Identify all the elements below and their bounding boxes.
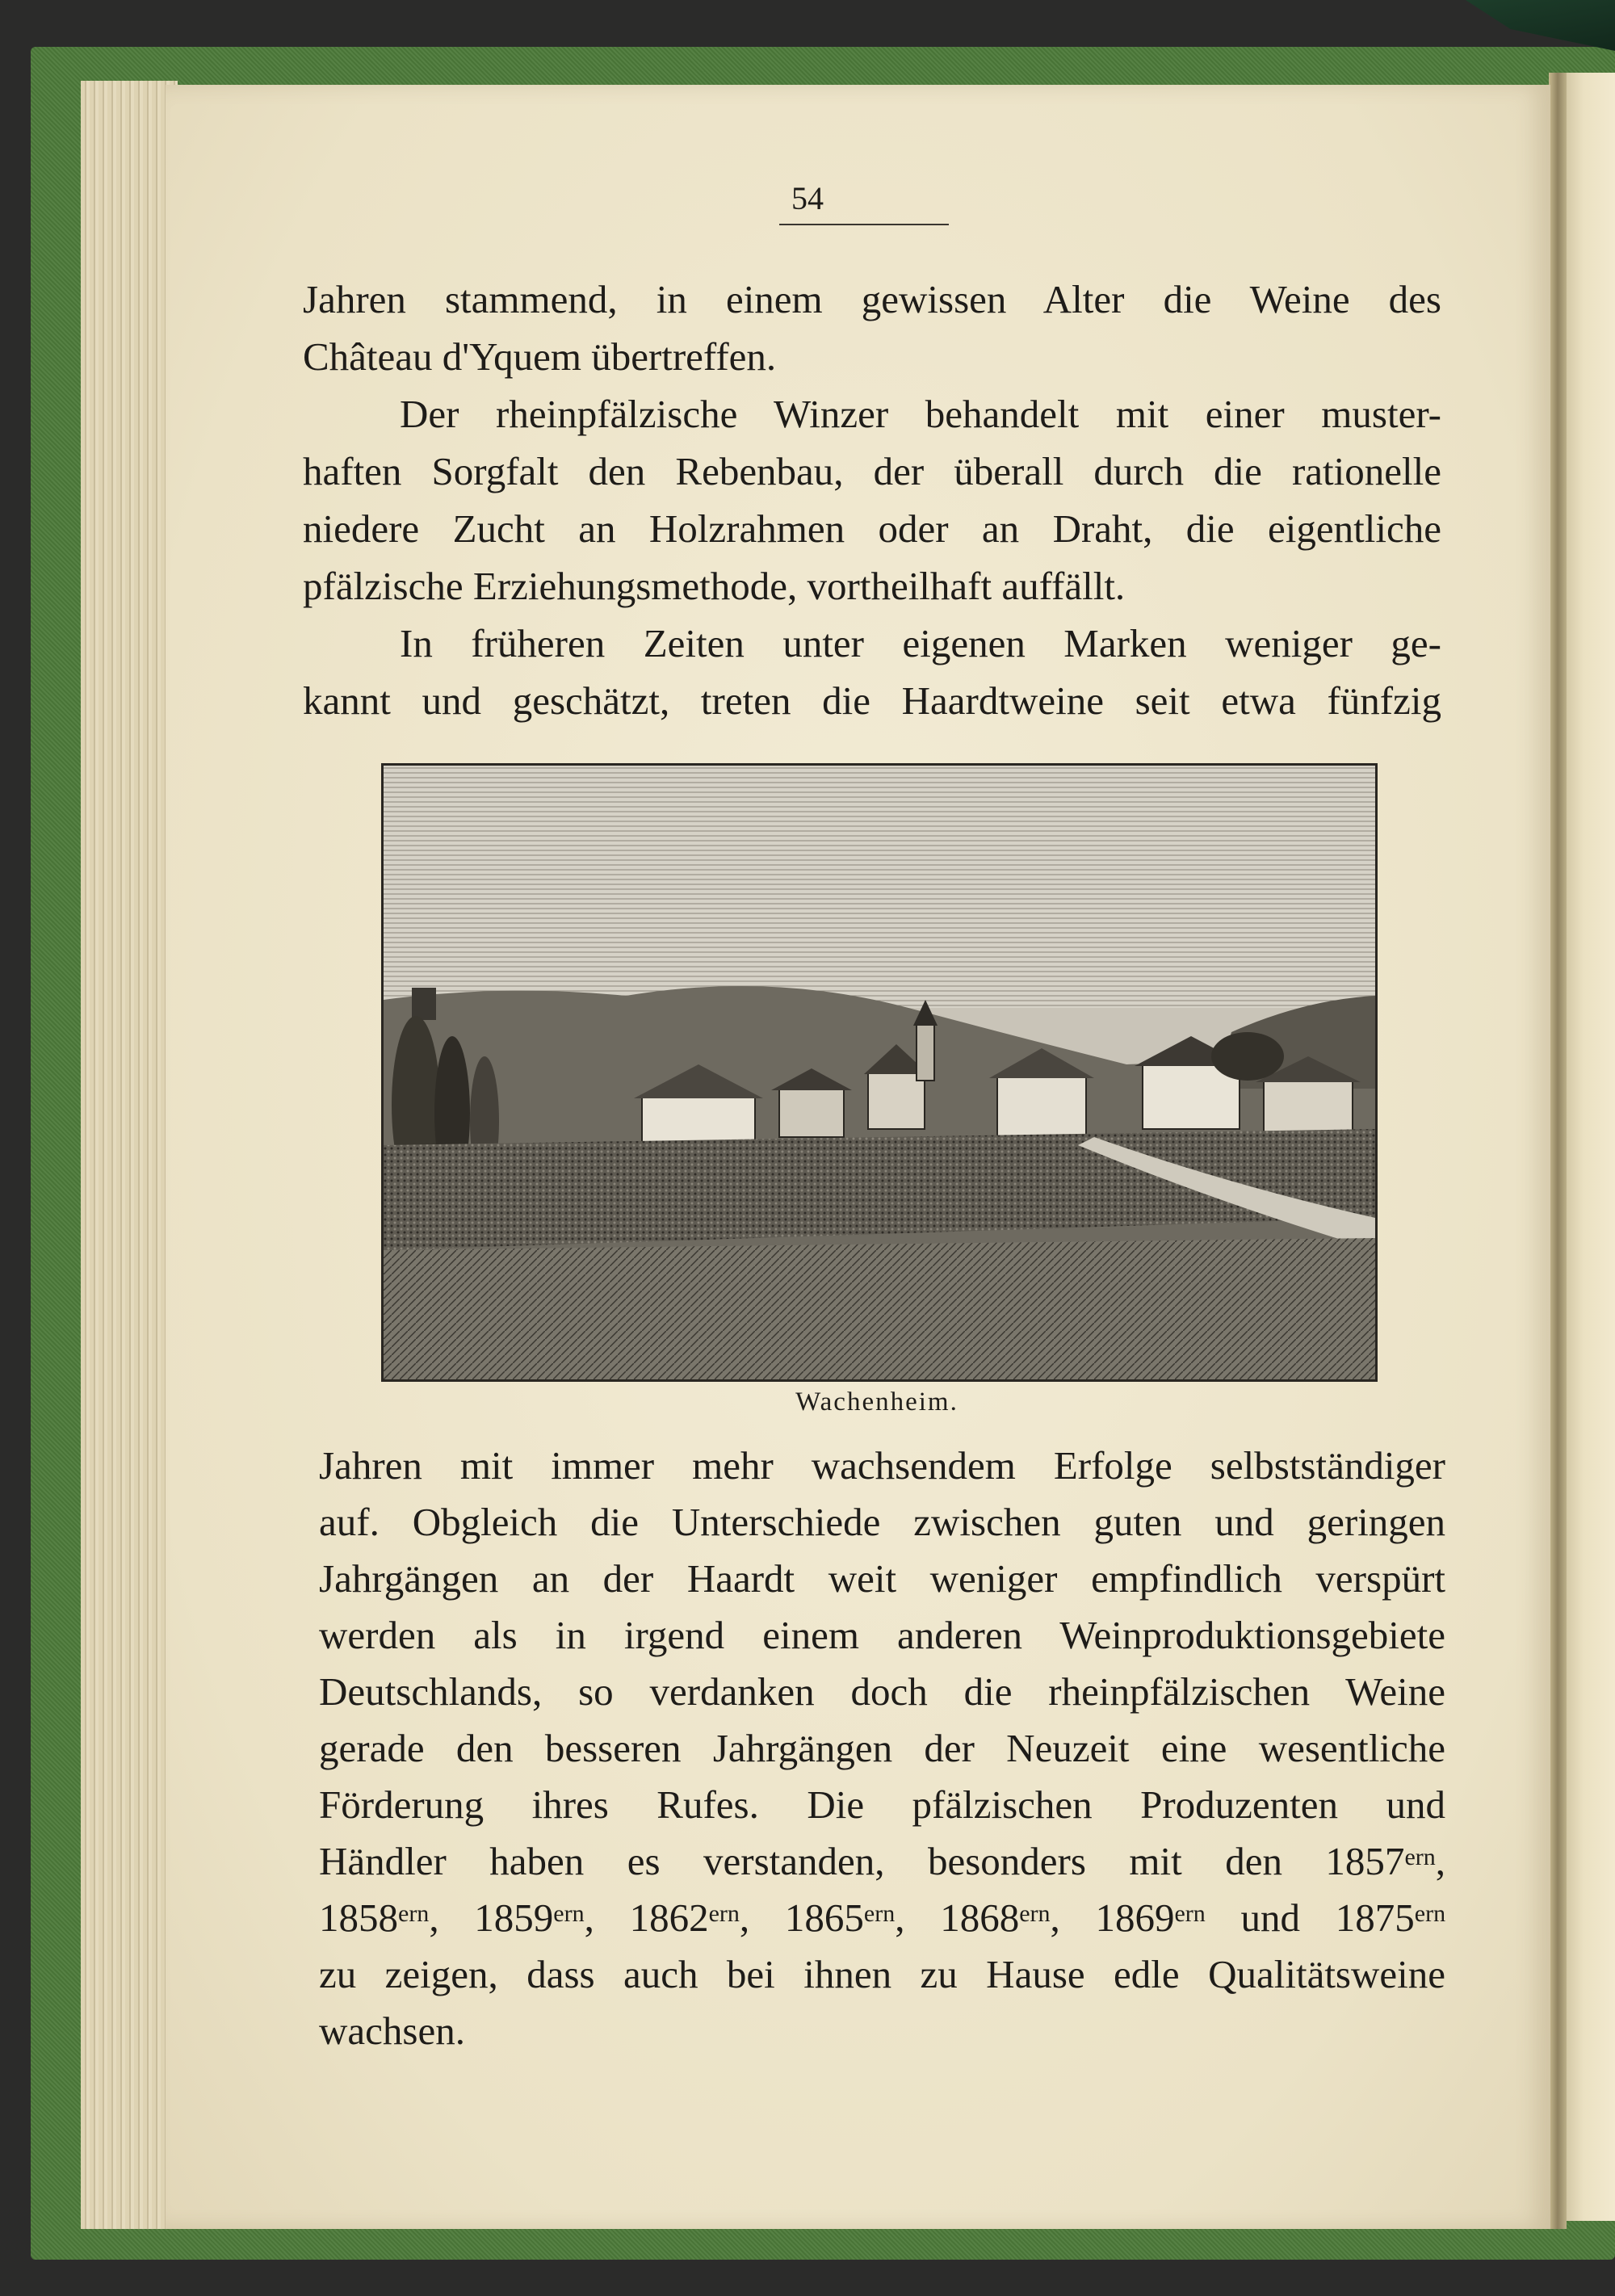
text-line-start: Händler haben es verstanden, besonders mit den 1857: [319, 1839, 1405, 1883]
text-line: Deutschlands, so verdanken doch die rheinpfälzischen Weine: [319, 1669, 1445, 1714]
vintage-year: 1858: [319, 1895, 398, 1940]
page-number: 54: [791, 180, 824, 216]
page-number-rule: [779, 224, 949, 225]
text-line: wachsen.: [319, 2008, 465, 2053]
text-line: Förderung ihres Rufes. Die pfälzischen Produzenten und: [319, 1782, 1445, 1827]
foreground-field: [384, 1238, 1375, 1379]
vintage-suffix: ern: [398, 1900, 430, 1927]
text-line: kannt und geschätzt, treten die Haardtweine seit etwa fünfzig: [303, 678, 1441, 723]
text-line: Der rheinpfälzische Winzer behandelt mit einer muster-: [400, 392, 1441, 436]
conjunction: und: [1240, 1895, 1301, 1940]
text-line: haften Sorgfalt den Rebenbau, der überall durch die rationelle: [303, 449, 1441, 493]
text-line: Château d'Yquem übertreffen.: [303, 334, 777, 379]
text-line: Jahren stammend, in einem gewissen Alter die Weine des: [303, 277, 1441, 321]
vintage-year: 1865: [784, 1895, 864, 1940]
text-line: pfälzische Erziehungsmethode, vortheilhaft auffällt.: [303, 564, 1126, 608]
vintage-year: 1868: [940, 1895, 1020, 1940]
vintage-year: 1869: [1095, 1895, 1175, 1940]
comma: ,: [1435, 1839, 1445, 1883]
text-line: niedere Zucht an Holzrahmen oder an Draht, die eigentliche: [303, 506, 1441, 551]
vintage-suffix: ern: [553, 1900, 585, 1927]
text-line: zu zeigen, dass auch bei ihnen zu Hause edle Qualitätsweine: [319, 1952, 1445, 1996]
vintage-year: 1859: [474, 1895, 554, 1940]
vintage-suffix: ern: [863, 1900, 896, 1927]
upper-paragraphs: [303, 271, 1441, 729]
text-line: Jahrgängen an der Haardt weit weniger empfindlich verspürt: [319, 1556, 1445, 1601]
text-line: auf. Obgleich die Unterschiede zwischen guten und geringen: [319, 1500, 1445, 1544]
text-line: gerade den besseren Jahrgängen der Neuzeit eine wesentliche: [319, 1726, 1445, 1770]
vintage-year: 1875: [1335, 1895, 1415, 1940]
text-line-vintages: [319, 1833, 1445, 1890]
book-gutter: [1549, 73, 1567, 2229]
vintage-suffix: ern: [1404, 1844, 1436, 1870]
vintage-suffix: ern: [1019, 1900, 1051, 1927]
vintage-year: 1862: [629, 1895, 709, 1940]
vintage-suffix: ern: [1174, 1900, 1206, 1927]
lower-paragraphs: [319, 1438, 1445, 2059]
page-stack-edges: [81, 81, 178, 2229]
engraving-wachenheim: [381, 763, 1378, 1382]
sky: [384, 766, 1375, 1008]
vintage-list-line: $1858^{ern}$, $1859^{ern}$, $1862^{ern}$, $1865^{ern}$, $1868^{ern}$, $1869^{ern}$ und $1875^{ern}$: [319, 1895, 1446, 1940]
text-line: Jahren mit immer mehr wachsendem Erfolge selbstständiger: [319, 1443, 1445, 1488]
facing-page-edge: [1563, 73, 1615, 2221]
castle-ruin: [412, 988, 436, 1020]
vintage-suffix: ern: [1414, 1900, 1446, 1927]
text-line: werden als in irgend einem anderen Weinproduktionsgebiete: [319, 1613, 1445, 1657]
landscape-illustration: [384, 766, 1375, 1379]
figure-caption: Wachenheim.: [795, 1387, 959, 1417]
text-line: In früheren Zeiten unter eigenen Marken weniger ge-: [400, 621, 1441, 665]
vintage-suffix: ern: [708, 1900, 740, 1927]
